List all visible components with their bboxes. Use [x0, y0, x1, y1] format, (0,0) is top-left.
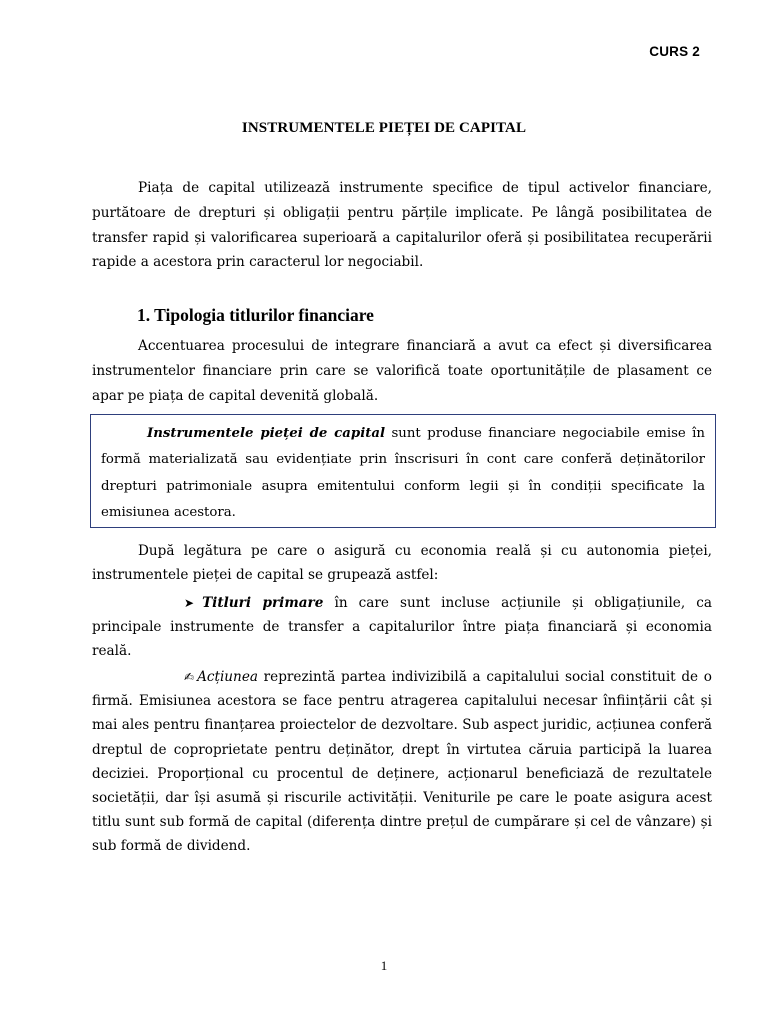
- share-term: Acțiunea: [197, 669, 258, 685]
- primary-titles-paragraph: [92, 591, 712, 664]
- arrowhead-bullet-icon: ➤: [184, 596, 195, 610]
- grouping-paragraph: După legătura pe care o asigură cu economia reală și cu autonomia pieței, instrumentele pieței de capital se grupează astfel:: [92, 543, 712, 583]
- definition-text: [101, 421, 705, 527]
- writing-hand-icon: ✍: [184, 670, 195, 684]
- course-label: CURS 2: [649, 44, 700, 59]
- share-paragraph: [92, 665, 712, 859]
- definition-box: [90, 414, 716, 528]
- definition-body: sunt produse financiare negociabile emise în formă materializată sau evidențiate prin înscrisuri în cont care conferă deținătorilor drepturi patrimoniale asupra emitentului conform legii și în condiții specificate la emisiunea acestora.: [101, 426, 705, 521]
- section-heading: 1. Tipologia titlurilor financiare: [137, 305, 374, 325]
- page-number: 1: [380, 958, 388, 973]
- primary-titles-body: în care sunt incluse acțiunile și obligațiunile, ca principale instrumente de transfer a capitalurilor între piața financiară și economia reală.: [92, 595, 713, 660]
- intro-paragraph: Piața de capital utilizează instrumente specifice de tipul activelor financiare, purtătoare de drepturi și obligații pentru părțile implicate. Pe lângă posibilitatea de transfer rapid și valorificarea superioară a capitalurilor oferă și posibilitatea recuperării rapide a acestora prin caracterul lor negociabil.: [92, 180, 712, 271]
- document-title: INSTRUMENTELE PIEȚEI DE CAPITAL: [241, 120, 527, 136]
- definition-term: Instrumentele pieței de capital: [147, 426, 386, 441]
- share-body: reprezintă partea indivizibilă a capitalului social constituit de o firmă. Emisiunea acestora se face pentru atragerea capitalului necesar înființării cât și mai ales pentru finanțarea proiectelor de dezvoltare. Sub aspect juridic, acțiunea conferă dreptul de coproprietate pentru deținător, drept în virtutea căruia participă la luarea deciziei. Proporțional cu procentul de deținere, acționarul beneficiază de rezultatele societății, dar își asumă și riscurile activității. Veniturile pe care le poate asigura acest titlu sunt sub formă de capital (diferența dintre prețul de cumpărare și cel de vânzare) și sub formă de dividend.: [92, 669, 712, 855]
- section-paragraph: Accentuarea procesului de integrare financiară a avut ca efect și diversificarea instrumentelor financiare prin care se valorifică toate oportunitățile de plasament ce apar pe piața de capital devenită globală.: [92, 338, 712, 404]
- primary-titles-term: Titluri primare: [202, 595, 324, 611]
